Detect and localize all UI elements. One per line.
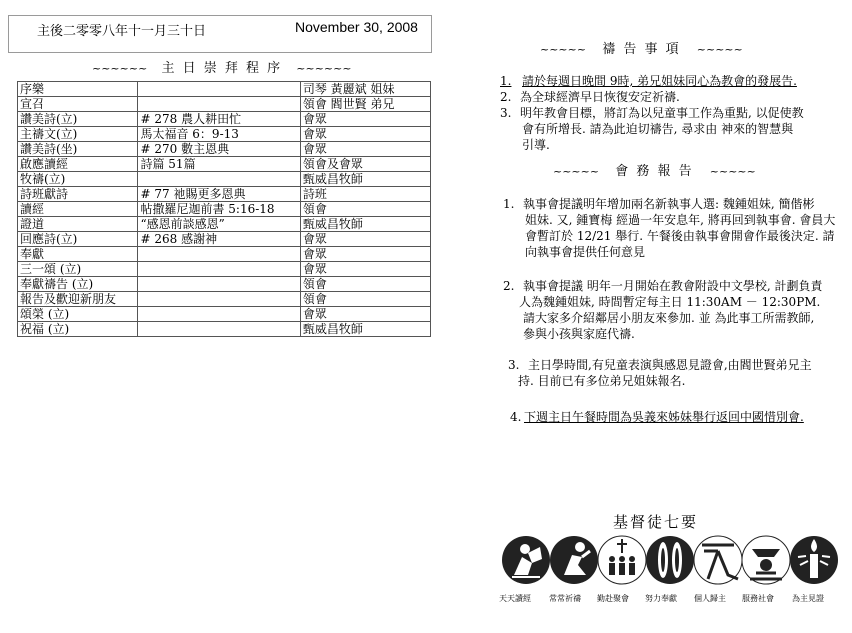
date-chinese: 主後二零零八年十一月三十日 xyxy=(37,24,207,39)
service-leader: 領會 xyxy=(300,292,430,307)
affairs-title: 會 務 報 告 xyxy=(615,164,694,179)
service-content xyxy=(138,262,300,277)
serving-hands-icon xyxy=(742,536,790,584)
affairs-heading xyxy=(553,160,756,179)
service-item: 報告及歡迎新朋友 xyxy=(18,292,138,307)
service-content xyxy=(138,172,300,187)
service-leader: 會眾 xyxy=(300,127,430,142)
service-row xyxy=(18,82,431,97)
service-item: 讚美詩(坐) xyxy=(18,142,138,157)
service-row xyxy=(18,232,431,247)
service-leader: 會眾 xyxy=(300,112,430,127)
service-item: 三一頌 (立) xyxy=(18,262,138,277)
prayer-item: 2. 為全球經濟早日恢復安定祈禱. xyxy=(500,90,680,104)
service-leader: 甄威昌牧師 xyxy=(300,322,430,337)
service-heading xyxy=(92,57,352,76)
service-content: 帖撒羅尼迦前書 5:16-18 xyxy=(138,202,300,217)
service-leader: 司琴 黃麗斌 姐妹 xyxy=(300,82,430,97)
caption-gather: 勤赴聚會 xyxy=(597,594,629,603)
service-item: 宣召 xyxy=(18,97,138,112)
service-item: 證道 xyxy=(18,217,138,232)
service-item: 主禱文(立) xyxy=(18,127,138,142)
caption-evangelize: 個人歸主 xyxy=(694,594,726,603)
kneeling-prayer-icon xyxy=(550,536,598,584)
logo-title: 基督徒七要 xyxy=(613,513,699,531)
service-leader: 甄威昌牧師 xyxy=(300,172,430,187)
service-item: 讚美詩(立) xyxy=(18,112,138,127)
affairs-item-4: 4. 下週主日午餐時間為吳義來姊妹舉行返回中國惜別會. xyxy=(510,410,804,424)
service-content: 馬太福音 6：9-13 xyxy=(138,127,300,142)
service-row xyxy=(18,217,431,232)
caption-witness: 為主見證 xyxy=(792,594,824,603)
service-row xyxy=(18,262,431,277)
service-leader: 會眾 xyxy=(300,142,430,157)
service-order-table xyxy=(17,81,431,337)
service-leader: 詩班 xyxy=(300,187,430,202)
ornament-left: ~~~~~~ xyxy=(92,62,148,75)
seven-essentials-icons xyxy=(498,533,838,595)
service-content xyxy=(138,97,300,112)
caption-serve: 服務社會 xyxy=(742,594,774,603)
service-leader: 領會 xyxy=(300,277,430,292)
service-content xyxy=(138,292,300,307)
service-content: # 278 農人耕田忙 xyxy=(138,112,300,127)
affairs-item-2: 2. 執事會提議 明年一月開始在教會附設中文學校, 計劃負責 人為魏鍾姐妹, 時間暫定每主日 11:30AM － 12:30PM. 請大家多介紹鄰居小朋友來參加. 並 為此事工所需教師, 參與小孩與家庭代禱. xyxy=(503,279,823,341)
service-title: 主 日 崇 拜 程 序 xyxy=(161,61,283,76)
service-row xyxy=(18,292,431,307)
service-row xyxy=(18,187,431,202)
service-item: 頌榮 (立) xyxy=(18,307,138,322)
prayer-list xyxy=(500,73,845,153)
service-content xyxy=(138,322,300,337)
service-content: 詩篇 51篇 xyxy=(138,157,300,172)
service-row xyxy=(18,322,431,337)
service-row xyxy=(18,127,431,142)
service-row xyxy=(18,142,431,157)
ornament-right: ~~~~~ xyxy=(709,165,756,178)
service-leader: 領會及會眾 xyxy=(300,157,430,172)
service-row xyxy=(18,307,431,322)
prayer-item: 1. 請於每週日晚間 9時, 弟兄姐妹同心為教會的發展告. xyxy=(500,74,797,88)
service-content: “感恩前談感恩” xyxy=(138,217,300,232)
service-row xyxy=(18,277,431,292)
prayer-item: 3. 明年教會目標，將訂為以兒童事工作為重點, 以促使教 會有所增長. 請為此迫切禱告, 尋求由 神來的智慧與 引導. xyxy=(500,106,804,152)
caption-offer: 努力奉獻 xyxy=(645,594,677,603)
service-leader: 領會 閻世賢 弟兄 xyxy=(300,97,430,112)
reading-bible-icon xyxy=(502,536,550,584)
service-row xyxy=(18,247,431,262)
service-item: 奉獻禱告 (立) xyxy=(18,277,138,292)
service-item: 序樂 xyxy=(18,82,138,97)
service-content: # 268 感謝神 xyxy=(138,232,300,247)
service-content: # 270 數主恩典 xyxy=(138,142,300,157)
ornament-right: ~~~~~ xyxy=(696,43,743,56)
service-item: 回應詩(立) xyxy=(18,232,138,247)
service-leader: 會眾 xyxy=(300,232,430,247)
service-content xyxy=(138,307,300,322)
service-row xyxy=(18,202,431,217)
service-leader: 領會 xyxy=(300,202,430,217)
ornament-left: ~~~~~ xyxy=(540,43,587,56)
service-row xyxy=(18,97,431,112)
witness-candle-icon xyxy=(790,536,838,584)
person-to-lord-icon xyxy=(694,536,742,584)
prayer-heading xyxy=(540,38,743,57)
caption-pray: 常常祈禱 xyxy=(549,594,581,603)
affairs-item-3: 3. 主日學時間,有兒童表演與感恩見證會,由閻世賢弟兄主 持. 目前已有多位弟兄姐妹報名. xyxy=(508,358,812,388)
service-leader: 會眾 xyxy=(300,262,430,277)
service-leader: 甄威昌牧師 xyxy=(300,217,430,232)
ornament-left: ~~~~~ xyxy=(553,165,600,178)
service-row xyxy=(18,112,431,127)
prayer-title: 禱 告 事 項 xyxy=(602,42,681,57)
service-item: 啟應讀經 xyxy=(18,157,138,172)
date-english: November 30, 2008 xyxy=(295,19,418,35)
service-content: # 77 祂賜更多恩典 xyxy=(138,187,300,202)
service-item: 讀經 xyxy=(18,202,138,217)
service-row xyxy=(18,157,431,172)
offering-coins-icon xyxy=(646,536,694,584)
service-content xyxy=(138,247,300,262)
service-item: 詩班獻詩 xyxy=(18,187,138,202)
church-gathering-icon xyxy=(598,536,646,584)
ornament-right: ~~~~~~ xyxy=(296,62,352,75)
service-content xyxy=(138,277,300,292)
affairs-item-1: 1. 執事會提議明年增加兩名新執事人選: 魏鍾姐妹, 簡偕彬 姐妹. 又, 鍾寶梅 經過一年安息年, 將再回到執事會. 會員大 會暫訂於 12/21 舉行. 午餐後由執事會開會作最後決定. 請 向執事會提供任何意見 xyxy=(503,197,836,259)
service-leader: 會眾 xyxy=(300,247,430,262)
service-content xyxy=(138,82,300,97)
caption-read-bible: 天天讀經 xyxy=(499,594,531,603)
service-item: 奉獻 xyxy=(18,247,138,262)
service-row xyxy=(18,172,431,187)
service-item: 祝福 (立) xyxy=(18,322,138,337)
service-item: 牧禱(立) xyxy=(18,172,138,187)
service-leader: 會眾 xyxy=(300,307,430,322)
